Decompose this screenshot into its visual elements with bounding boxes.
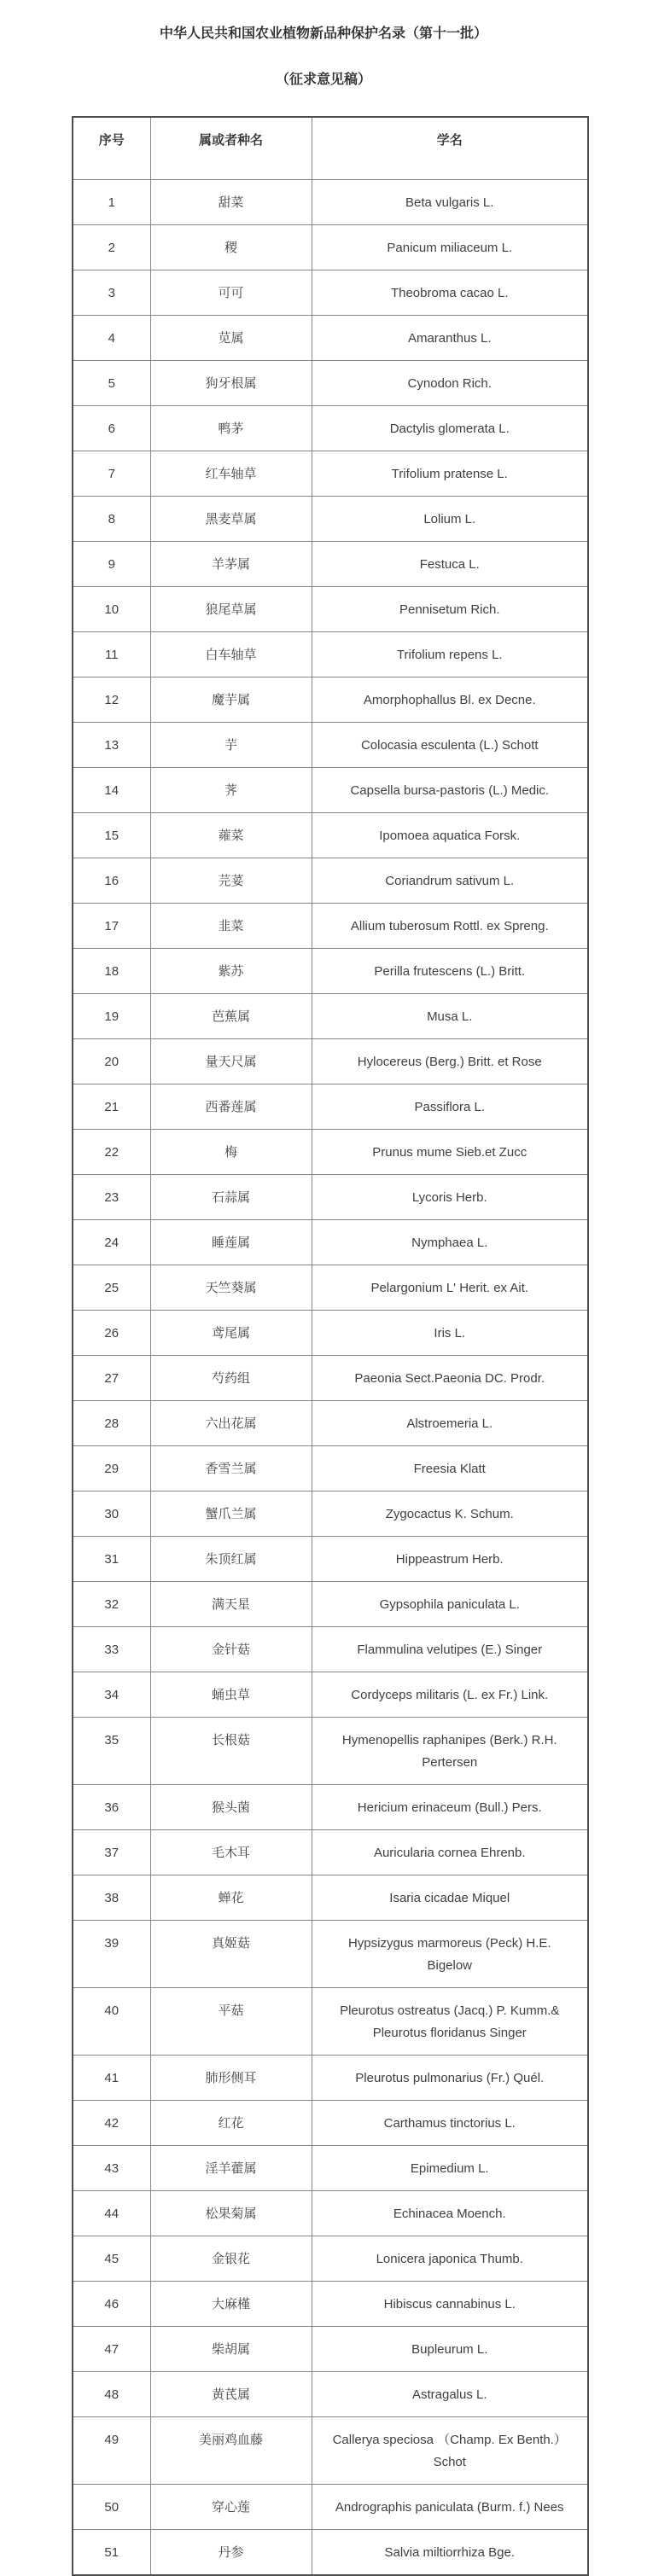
row-number-cell: 19 — [73, 993, 150, 1038]
latin-name-cell: Colocasia esculenta (L.) Schott — [312, 722, 588, 767]
table-row — [73, 586, 588, 631]
species-name-cell: 紫苏 — [150, 948, 312, 993]
row-number-cell: 41 — [73, 2055, 150, 2100]
row-number-cell: 14 — [73, 767, 150, 812]
species-name-cell: 狗牙根属 — [150, 360, 312, 405]
species-name-cell: 韭菜 — [150, 903, 312, 948]
latin-name-cell: Prunus mume Sieb.et Zucc — [312, 1129, 588, 1174]
latin-name-cell: Bupleurum L. — [312, 2326, 588, 2371]
latin-name-cell: Cynodon Rich. — [312, 360, 588, 405]
table-row — [73, 496, 588, 541]
row-number-cell: 42 — [73, 2100, 150, 2145]
row-number-cell: 48 — [73, 2371, 150, 2416]
table-row — [73, 2281, 588, 2326]
latin-name-cell: Carthamus tinctorius L. — [312, 2100, 588, 2145]
latin-name-cell: Pleurotus pulmonarius (Fr.) Quél. — [312, 2055, 588, 2100]
species-name-cell: 天竺葵属 — [150, 1265, 312, 1310]
species-name-cell: 白车轴草 — [150, 631, 312, 677]
species-name-cell: 甜菜 — [150, 179, 312, 224]
row-number-cell: 27 — [73, 1355, 150, 1400]
table-row — [73, 1355, 588, 1400]
latin-name-cell: Beta vulgaris L. — [312, 179, 588, 224]
latin-name-cell: Passiflora L. — [312, 1084, 588, 1129]
species-name-cell: 松果菊属 — [150, 2190, 312, 2236]
table-row — [73, 270, 588, 315]
row-number-cell: 30 — [73, 1491, 150, 1536]
row-number-cell: 26 — [73, 1310, 150, 1355]
latin-name-cell: Echinacea Moench. — [312, 2190, 588, 2236]
species-name-cell: 苋属 — [150, 315, 312, 360]
row-number-cell: 35 — [73, 1717, 150, 1784]
species-name-cell: 平菇 — [150, 1987, 312, 2055]
latin-name-cell: Trifolium pratense L. — [312, 451, 588, 496]
table-header — [73, 117, 588, 179]
row-number-cell: 17 — [73, 903, 150, 948]
species-name-cell: 美丽鸡血藤 — [150, 2416, 312, 2484]
table-row — [73, 2190, 588, 2236]
table-row — [73, 767, 588, 812]
species-name-cell: 羊茅属 — [150, 541, 312, 586]
species-name-cell: 稷 — [150, 224, 312, 270]
latin-name-cell: Zygocactus K. Schum. — [312, 1491, 588, 1536]
table-row — [73, 2529, 588, 2575]
latin-name-cell: Isaria cicadae Miquel — [312, 1875, 588, 1920]
table-row — [73, 1129, 588, 1174]
row-number-cell: 4 — [73, 315, 150, 360]
row-number-cell: 51 — [73, 2529, 150, 2575]
species-name-cell: 毛木耳 — [150, 1829, 312, 1875]
latin-name-cell: Musa L. — [312, 993, 588, 1038]
row-number-cell: 5 — [73, 360, 150, 405]
species-name-cell: 荠 — [150, 767, 312, 812]
row-number-cell: 8 — [73, 496, 150, 541]
latin-name-cell: Capsella bursa-pastoris (L.) Medic. — [312, 767, 588, 812]
row-number-cell: 29 — [73, 1445, 150, 1491]
latin-name-cell: Nymphaea L. — [312, 1219, 588, 1265]
row-number-cell: 9 — [73, 541, 150, 586]
latin-name-cell: Hymenopellis raphanipes (Berk.) R.H. Pertersen — [312, 1717, 588, 1784]
row-number-cell: 44 — [73, 2190, 150, 2236]
latin-name-cell: Auricularia cornea Ehrenb. — [312, 1829, 588, 1875]
table-row — [73, 1672, 588, 1717]
latin-name-cell: Lycoris Herb. — [312, 1174, 588, 1219]
species-name-cell: 鸢尾属 — [150, 1310, 312, 1355]
document-title: 中华人民共和国农业植物新品种保护名录（第十一批） — [159, 26, 487, 41]
latin-name-cell: Coriandrum sativum L. — [312, 858, 588, 903]
table-row — [73, 224, 588, 270]
row-number-cell: 3 — [73, 270, 150, 315]
row-number-cell: 31 — [73, 1536, 150, 1581]
latin-name-cell: Cordyceps militaris (L. ex Fr.) Link. — [312, 1672, 588, 1717]
latin-name-cell: Dactylis glomerata L. — [312, 405, 588, 451]
latin-name-cell: Andrographis paniculata (Burm. f.) Nees — [312, 2484, 588, 2529]
species-name-cell: 丹参 — [150, 2529, 312, 2575]
row-number-cell: 37 — [73, 1829, 150, 1875]
table-row — [73, 1920, 588, 1987]
row-number-cell: 46 — [73, 2281, 150, 2326]
species-name-cell: 穿心莲 — [150, 2484, 312, 2529]
species-name-cell: 大麻槿 — [150, 2281, 312, 2326]
table-row — [73, 1829, 588, 1875]
latin-name-cell: Festuca L. — [312, 541, 588, 586]
table-row — [73, 451, 588, 496]
latin-name-cell: Amorphophallus Bl. ex Decne. — [312, 677, 588, 722]
species-table — [72, 116, 589, 2576]
table-row — [73, 858, 588, 903]
species-name-cell: 可可 — [150, 270, 312, 315]
latin-name-cell: Pleurotus ostreatus (Jacq.) P. Kumm.& Pleurotus floridanus Singer — [312, 1987, 588, 2055]
latin-name-cell: Paeonia Sect.Paeonia DC. Prodr. — [312, 1355, 588, 1400]
latin-name-cell: Hericium erinaceum (Bull.) Pers. — [312, 1784, 588, 1829]
latin-name-cell: Astragalus L. — [312, 2371, 588, 2416]
species-name-cell: 真姬菇 — [150, 1920, 312, 1987]
latin-name-cell: Salvia miltiorrhiza Bge. — [312, 2529, 588, 2575]
row-number-cell: 23 — [73, 1174, 150, 1219]
table-row — [73, 179, 588, 224]
table-row — [73, 1875, 588, 1920]
table-row — [73, 1310, 588, 1355]
species-name-cell: 鸭茅 — [150, 405, 312, 451]
latin-name-cell: Alstroemeria L. — [312, 1400, 588, 1445]
species-name-cell: 柴胡属 — [150, 2326, 312, 2371]
latin-name-cell: Lonicera japonica Thumb. — [312, 2236, 588, 2281]
row-number-cell: 22 — [73, 1129, 150, 1174]
latin-name-cell: Hibiscus cannabinus L. — [312, 2281, 588, 2326]
species-name-cell: 量天尺属 — [150, 1038, 312, 1084]
table-row — [73, 1987, 588, 2055]
species-name-cell: 猴头菌 — [150, 1784, 312, 1829]
species-name-cell: 金银花 — [150, 2236, 312, 2281]
table-row — [73, 2326, 588, 2371]
species-name-cell: 睡莲属 — [150, 1219, 312, 1265]
row-number-cell: 12 — [73, 677, 150, 722]
table-row — [73, 2055, 588, 2100]
table-row — [73, 1626, 588, 1672]
species-name-cell: 香雪兰属 — [150, 1445, 312, 1491]
species-name-cell: 蕹菜 — [150, 812, 312, 858]
species-name-cell: 红车轴草 — [150, 451, 312, 496]
table-row — [73, 993, 588, 1038]
row-number-cell: 45 — [73, 2236, 150, 2281]
species-name-cell: 金针菇 — [150, 1626, 312, 1672]
row-number-cell: 43 — [73, 2145, 150, 2190]
row-number-cell: 25 — [73, 1265, 150, 1310]
latin-name-cell: Freesia Klatt — [312, 1445, 588, 1491]
species-name-cell: 六出花属 — [150, 1400, 312, 1445]
row-number-cell: 38 — [73, 1875, 150, 1920]
row-number-cell: 11 — [73, 631, 150, 677]
species-name-cell: 长根菇 — [150, 1717, 312, 1784]
row-number-cell: 18 — [73, 948, 150, 993]
latin-name-cell: Gypsophila paniculata L. — [312, 1581, 588, 1626]
header-cell-number: 序号 — [73, 117, 150, 179]
species-name-cell: 魔芋属 — [150, 677, 312, 722]
row-number-cell: 40 — [73, 1987, 150, 2055]
row-number-cell: 16 — [73, 858, 150, 903]
row-number-cell: 50 — [73, 2484, 150, 2529]
table-row — [73, 405, 588, 451]
latin-name-cell: Theobroma cacao L. — [312, 270, 588, 315]
table-row — [73, 677, 588, 722]
table-row — [73, 2484, 588, 2529]
latin-name-cell: Hylocereus (Berg.) Britt. et Rose — [312, 1038, 588, 1084]
row-number-cell: 20 — [73, 1038, 150, 1084]
row-number-cell: 34 — [73, 1672, 150, 1717]
latin-name-cell: Ipomoea aquatica Forsk. — [312, 812, 588, 858]
species-name-cell: 满天星 — [150, 1581, 312, 1626]
species-name-cell: 蝉花 — [150, 1875, 312, 1920]
table-row — [73, 1265, 588, 1310]
latin-name-cell: Allium tuberosum Rottl. ex Spreng. — [312, 903, 588, 948]
species-name-cell: 石蒜属 — [150, 1174, 312, 1219]
table-row — [73, 948, 588, 993]
species-name-cell: 梅 — [150, 1129, 312, 1174]
species-name-cell: 朱顶红属 — [150, 1536, 312, 1581]
row-number-cell: 2 — [73, 224, 150, 270]
table-row — [73, 631, 588, 677]
latin-name-cell: Epimedium L. — [312, 2145, 588, 2190]
table-row — [73, 2100, 588, 2145]
row-number-cell: 24 — [73, 1219, 150, 1265]
table-row — [73, 1445, 588, 1491]
latin-name-cell: Panicum miliaceum L. — [312, 224, 588, 270]
latin-name-cell: Perilla frutescens (L.) Britt. — [312, 948, 588, 993]
row-number-cell: 28 — [73, 1400, 150, 1445]
table-row — [73, 1581, 588, 1626]
latin-name-cell: Iris L. — [312, 1310, 588, 1355]
table-row — [73, 1784, 588, 1829]
table-row — [73, 2416, 588, 2484]
latin-name-cell: Hypsizygus marmoreus (Peck) H.E. Bigelow — [312, 1920, 588, 1987]
document-subtitle: （征求意见稿） — [275, 73, 371, 87]
table-header-row — [73, 117, 588, 179]
header-cell-species-name: 属或者种名 — [150, 117, 312, 179]
row-number-cell: 13 — [73, 722, 150, 767]
latin-name-cell: Hippeastrum Herb. — [312, 1536, 588, 1581]
species-name-cell: 肺形侧耳 — [150, 2055, 312, 2100]
species-name-cell: 红花 — [150, 2100, 312, 2145]
latin-name-cell: Callerya speciosa （Champ. Ex Benth.）Schot — [312, 2416, 588, 2484]
row-number-cell: 47 — [73, 2326, 150, 2371]
latin-name-cell: Lolium L. — [312, 496, 588, 541]
species-name-cell: 黑麦草属 — [150, 496, 312, 541]
latin-name-cell: Trifolium repens L. — [312, 631, 588, 677]
row-number-cell: 1 — [73, 179, 150, 224]
row-number-cell: 39 — [73, 1920, 150, 1987]
latin-name-cell: Pennisetum Rich. — [312, 586, 588, 631]
row-number-cell: 21 — [73, 1084, 150, 1129]
table-row — [73, 812, 588, 858]
table-row — [73, 1084, 588, 1129]
species-name-cell: 蟹爪兰属 — [150, 1491, 312, 1536]
table-row — [73, 1491, 588, 1536]
latin-name-cell: Amaranthus L. — [312, 315, 588, 360]
table-row — [73, 903, 588, 948]
table-row — [73, 1536, 588, 1581]
table-row — [73, 2145, 588, 2190]
latin-name-cell: Pelargonium L' Herit. ex Ait. — [312, 1265, 588, 1310]
table-row — [73, 2236, 588, 2281]
table-row — [73, 2371, 588, 2416]
row-number-cell: 36 — [73, 1784, 150, 1829]
table-row — [73, 1219, 588, 1265]
row-number-cell: 7 — [73, 451, 150, 496]
species-name-cell: 西番莲属 — [150, 1084, 312, 1129]
table-body — [73, 179, 588, 2575]
table-row — [73, 541, 588, 586]
table-row — [73, 722, 588, 767]
species-name-cell: 淫羊藿属 — [150, 2145, 312, 2190]
row-number-cell: 33 — [73, 1626, 150, 1672]
species-name-cell: 狼尾草属 — [150, 586, 312, 631]
row-number-cell: 32 — [73, 1581, 150, 1626]
header-cell-latin-name: 学名 — [312, 117, 588, 179]
species-name-cell: 芋 — [150, 722, 312, 767]
row-number-cell: 49 — [73, 2416, 150, 2484]
table-row — [73, 1174, 588, 1219]
species-name-cell: 芫荽 — [150, 858, 312, 903]
species-name-cell: 芍药组 — [150, 1355, 312, 1400]
species-name-cell: 蛹虫草 — [150, 1672, 312, 1717]
row-number-cell: 15 — [73, 812, 150, 858]
table-row — [73, 360, 588, 405]
latin-name-cell: Flammulina velutipes (E.) Singer — [312, 1626, 588, 1672]
table-row — [73, 1400, 588, 1445]
table-row — [73, 1038, 588, 1084]
species-name-cell: 黄芪属 — [150, 2371, 312, 2416]
row-number-cell: 10 — [73, 586, 150, 631]
species-name-cell: 芭蕉属 — [150, 993, 312, 1038]
row-number-cell: 6 — [73, 405, 150, 451]
table-row — [73, 1717, 588, 1784]
table-row — [73, 315, 588, 360]
